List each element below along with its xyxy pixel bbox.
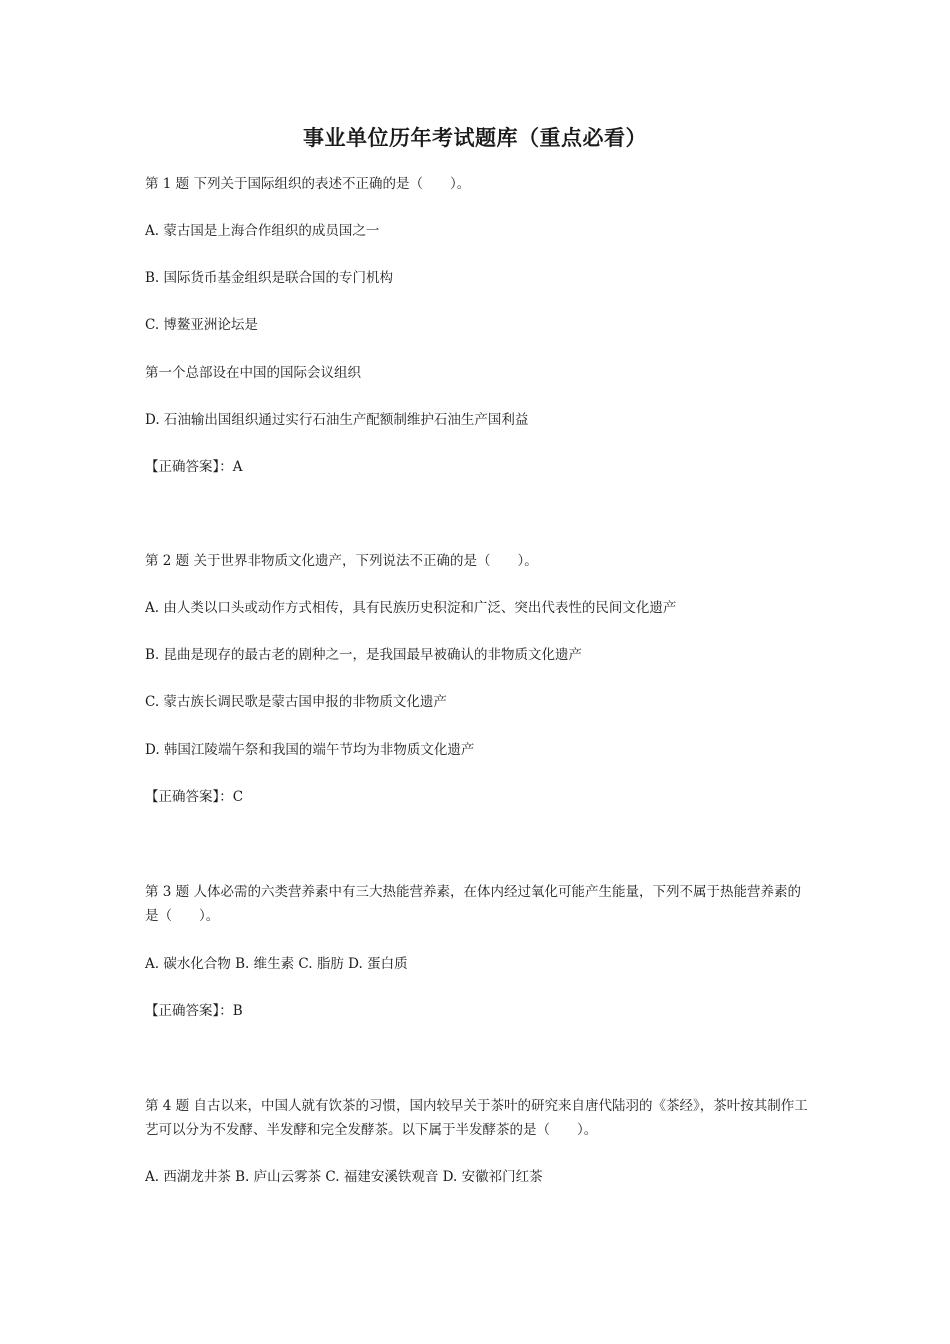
question-1-option-a: A. 蒙古国是上海合作组织的成员国之一 [145,223,380,239]
question-2-option-b: B. 昆曲是现存的最古老的剧种之一，是我国最早被确认的非物质文化遗产 [145,647,583,663]
question-2-option-c: C. 蒙古族长调民歌是蒙古国申报的非物质文化遗产 [145,694,447,710]
question-2-answer: 【正确答案】：C [145,789,244,805]
question-4-stem: 第 4 题 自古以来，中国人就有饮茶的习惯，国内较早关于茶叶的研究来自唐代陆羽的《茶经》，茶叶按其制作工艺可以分为不发酵、半发酵和完全发酵茶。以下属于半发酵茶的是（ ）。 [145,1098,808,1138]
question-1-option-d: D. 石油输出国组织通过实行石油生产配额制维护石油生产国利益 [145,412,529,428]
question-3-stem: 第 3 题 人体必需的六类营养素中有三大热能营养素，在体内经过氧化可能产生能量，下列不属于热能营养素的是（ ）。 [145,884,801,924]
question-1-option-c-continued: 第一个总部设在中国的国际会议组织 [145,365,361,381]
question-1-option-b: B. 国际货币基金组织是联合国的专门机构 [145,270,394,286]
question-2-option-d: D. 韩国江陵端午祭和我国的端午节均为非物质文化遗产 [145,742,475,758]
question-4-options: A. 西湖龙井茶 B. 庐山云雾茶 C. 福建安溪铁观音 D. 安徽祁门红茶 [145,1169,543,1185]
question-1-answer: 【正确答案】：A [145,459,243,475]
page-title: 事业单位历年考试题库（重点必看） [303,125,647,150]
question-2-stem: 第 2 题 关于世界非物质文化遗产，下列说法不正确的是（ ）。 [145,553,538,569]
question-1-option-c: C. 博鳌亚洲论坛是 [145,317,258,333]
question-3-options: A. 碳水化合物 B. 维生素 C. 脂肪 D. 蛋白质 [145,956,408,972]
question-2-option-a: A. 由人类以口头或动作方式相传，具有民族历史积淀和广泛、突出代表性的民间文化遗产 [145,600,677,616]
question-1-stem: 第 1 题 下列关于国际组织的表述不正确的是（ ）。 [145,176,471,192]
question-3-answer: 【正确答案】：B [145,1003,243,1019]
